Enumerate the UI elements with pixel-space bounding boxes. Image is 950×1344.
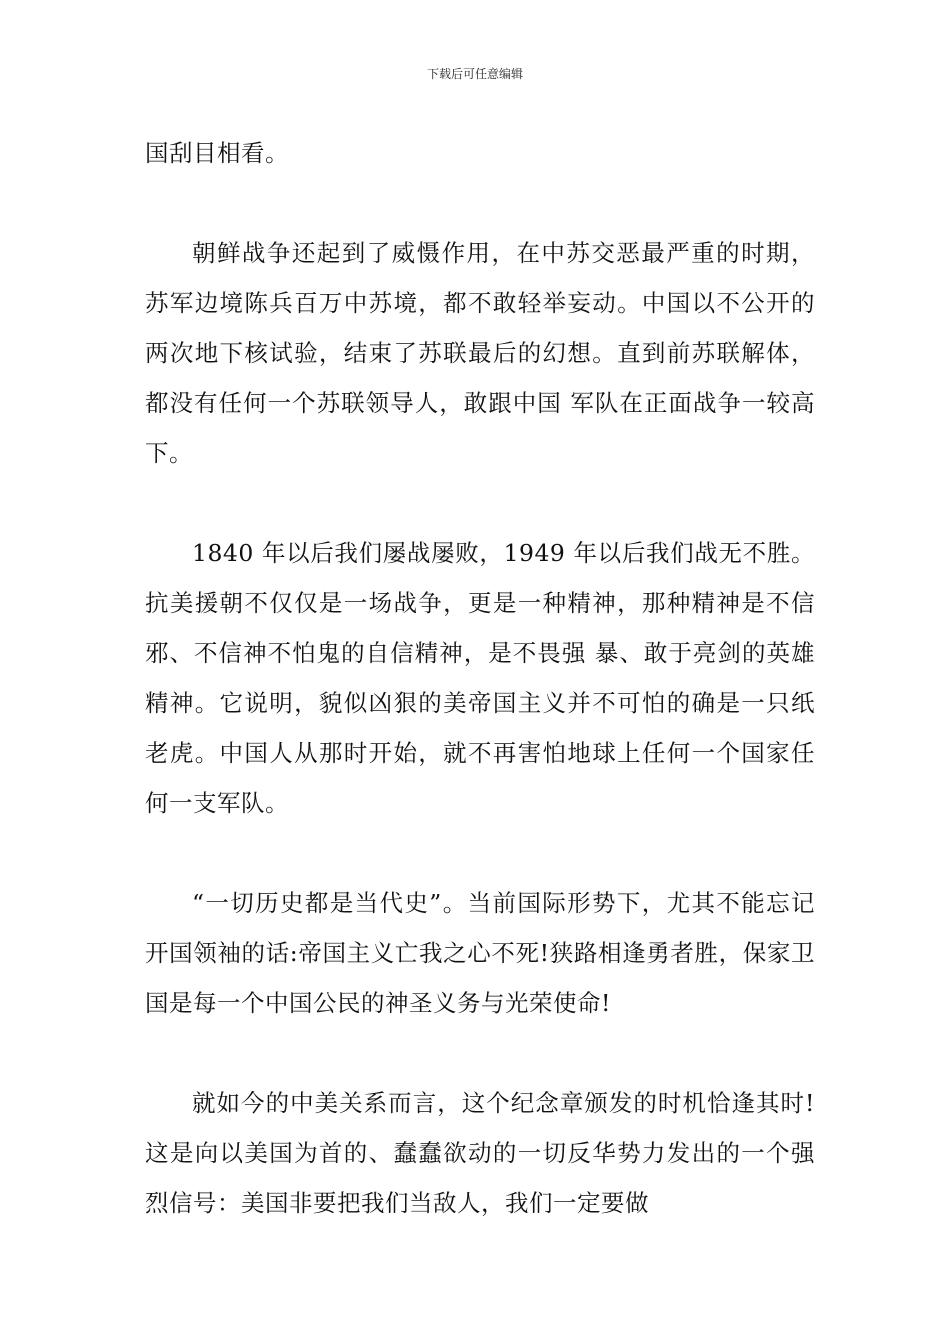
paragraph: 1840 年以后我们屡战屡败，1949 年以后我们战无不胜。抗美援朝不仅仅是一场战争，更是一种精神，那种精神是不信邪、不信神不怕鬼的自信精神，是不畏强 暴、敢于亮剑的英雄精神。它说明，貌似凶狠的美帝国主义并不可怕的确是一只纸老虎。中国人从那时开始，就不再害怕地球上任何一个国家任何一支军队。 bbox=[145, 539, 815, 817]
paragraph: 朝鲜战争还起到了威慑作用，在中苏交恶最严重的时期，苏军边境陈兵百万中苏境，都不敢轻举妄动。中国以不公开的两次地下核试验，结束了苏联最后的幻想。直到前苏联解体，都没有任何一个苏联领导人，敢跟中国 军队在正面战争一较高下。 bbox=[145, 239, 815, 467]
paragraph-continued: 国刮目相看。 bbox=[145, 139, 289, 167]
paragraph: “一切历史都是当代史”。当前国际形势下，尤其不能忘记开国领袖的话:帝国主义亡我之心不死!狭路相逢勇者胜，保家卫国是每一个中国公民的神圣义务与光荣使命! bbox=[145, 889, 815, 1017]
page-header-note: 下载后可任意编辑 bbox=[426, 67, 523, 81]
document-body bbox=[145, 128, 815, 1228]
paragraph: 就如今的中美关系而言，这个纪念章颁发的时机恰逢其时!这是向以美国为首的、蠢蠢欲动的一切反华势力发出的一个强烈信号：美国非要把我们当敌人，我们一定要做 bbox=[145, 1089, 815, 1217]
